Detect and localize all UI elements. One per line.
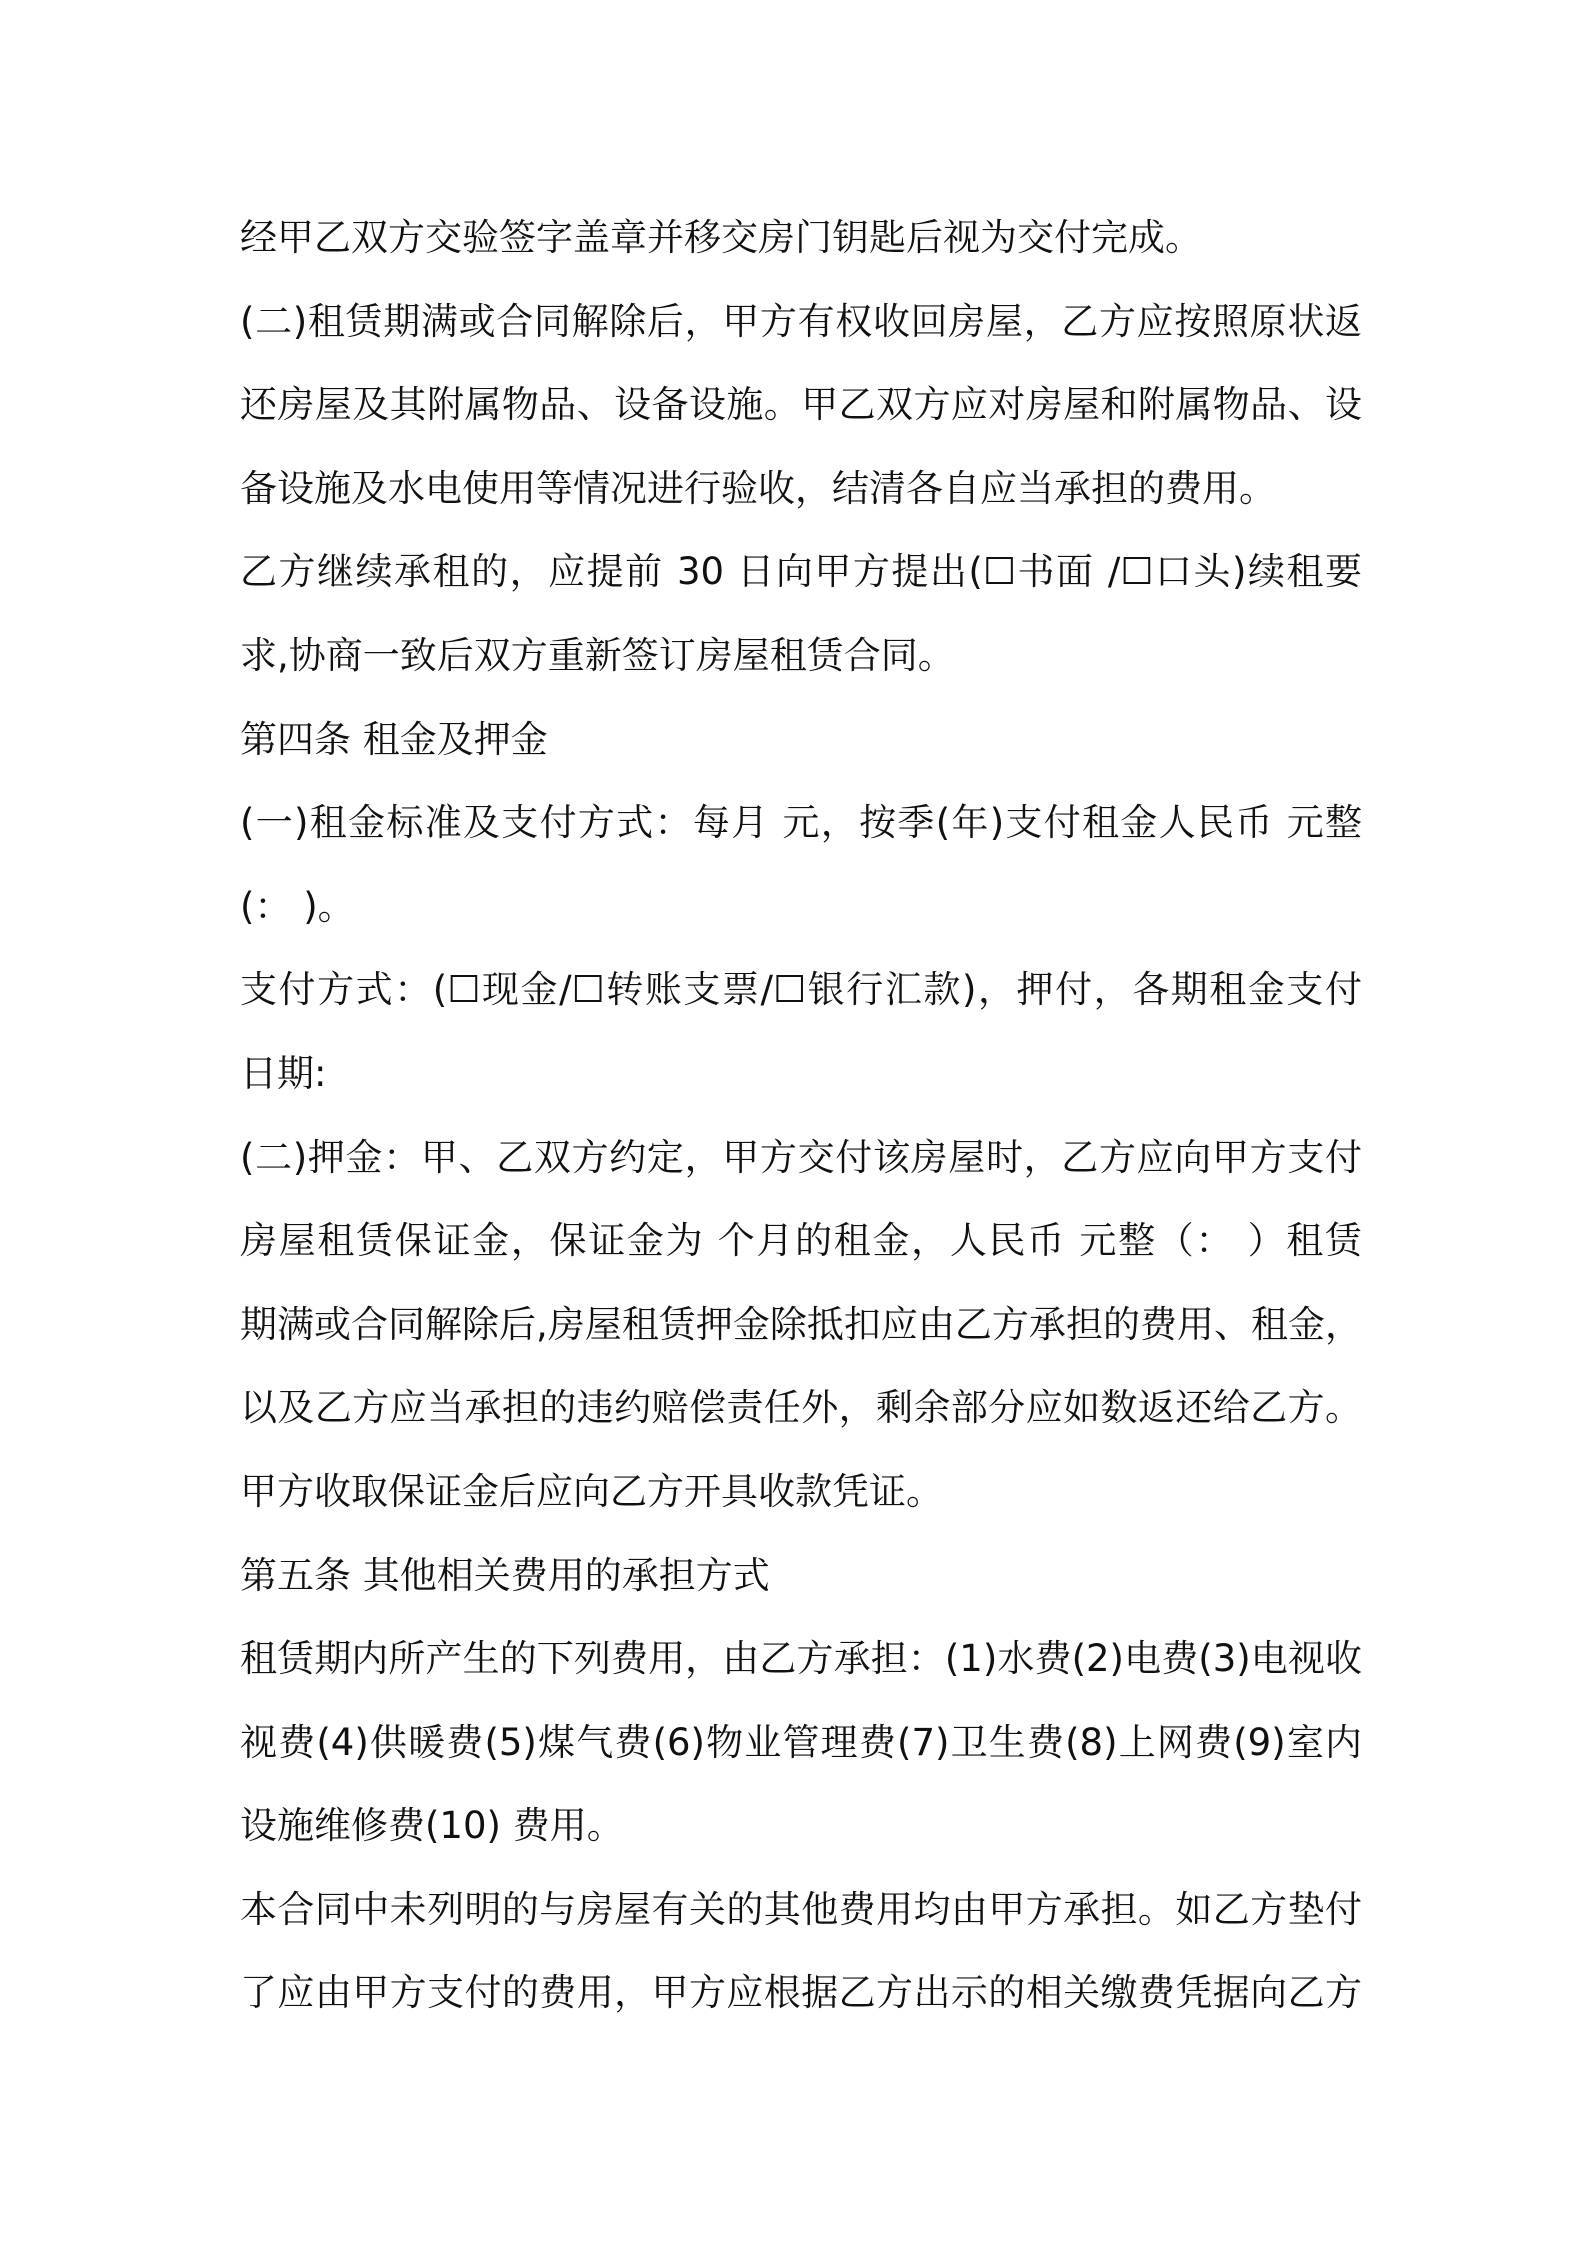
text-line: 备设施及水电使用等情况进行验收，结清各自应当承担的费用。 bbox=[240, 466, 1276, 510]
text-line: (二)押金：甲、乙双方约定，甲方交付该房屋时，乙方应向甲方支付 bbox=[240, 1135, 1362, 1179]
text-line: 支付方式：(☐现金/☐转账支票/☐银行汇款)，押付，各期租金支付 bbox=[240, 968, 1362, 1012]
text-line: 租赁期内所产生的下列费用，由乙方承担：(1)水费(2)电费(3)电视收 bbox=[240, 1637, 1362, 1681]
text-line: (一)租金标准及支付方式：每月 元，按季(年)支付租金人民币 元整 bbox=[240, 801, 1362, 845]
contract-body bbox=[240, 196, 1362, 2035]
text-line: 经甲乙双方交验签字盖章并移交房门钥匙后视为交付完成。 bbox=[240, 216, 1202, 259]
text-line: (二)租赁期满或合同解除后，甲方有权收回房屋，乙方应按照原状返 bbox=[240, 299, 1362, 343]
text-line: 日期: bbox=[240, 1051, 327, 1095]
text-line: 期满或合同解除后,房屋租赁押金除抵扣应由乙方承担的费用、租金， bbox=[240, 1302, 1362, 1346]
text-line: 设施维修费(10) 费用。 bbox=[240, 1804, 624, 1848]
section-heading: 第四条 租金及押金 bbox=[240, 717, 548, 761]
text-line: 了应由甲方支付的费用，甲方应根据乙方出示的相关缴费凭据向乙方 bbox=[240, 1971, 1362, 2015]
text-line: 还房屋及其附属物品、设备设施。甲乙双方应对房屋和附属物品、设 bbox=[240, 383, 1362, 427]
section-heading: 第五条 其他相关费用的承担方式 bbox=[240, 1553, 770, 1597]
text-line: (： )。 bbox=[240, 884, 355, 928]
text-line: 乙方继续承租的，应提前 30 日向甲方提出(☐书面 /☐口头)续租要 bbox=[240, 550, 1362, 594]
text-line: 甲方收取保证金后应向乙方开具收款凭证。 bbox=[240, 1469, 943, 1513]
text-line: 房屋租赁保证金，保证金为 个月的租金，人民币 元整（： ）租赁 bbox=[240, 1219, 1362, 1263]
text-line: 求,协商一致后双方重新签订房屋租赁合同。 bbox=[240, 633, 955, 677]
text-line: 视费(4)供暖费(5)煤气费(6)物业管理费(7)卫生费(8)上网费(9)室内 bbox=[240, 1720, 1362, 1764]
text-line: 以及乙方应当承担的违约赔偿责任外，剩余部分应如数返还给乙方。 bbox=[240, 1386, 1362, 1430]
text-line: 本合同中未列明的与房屋有关的其他费用均由甲方承担。如乙方垫付 bbox=[240, 1887, 1362, 1931]
